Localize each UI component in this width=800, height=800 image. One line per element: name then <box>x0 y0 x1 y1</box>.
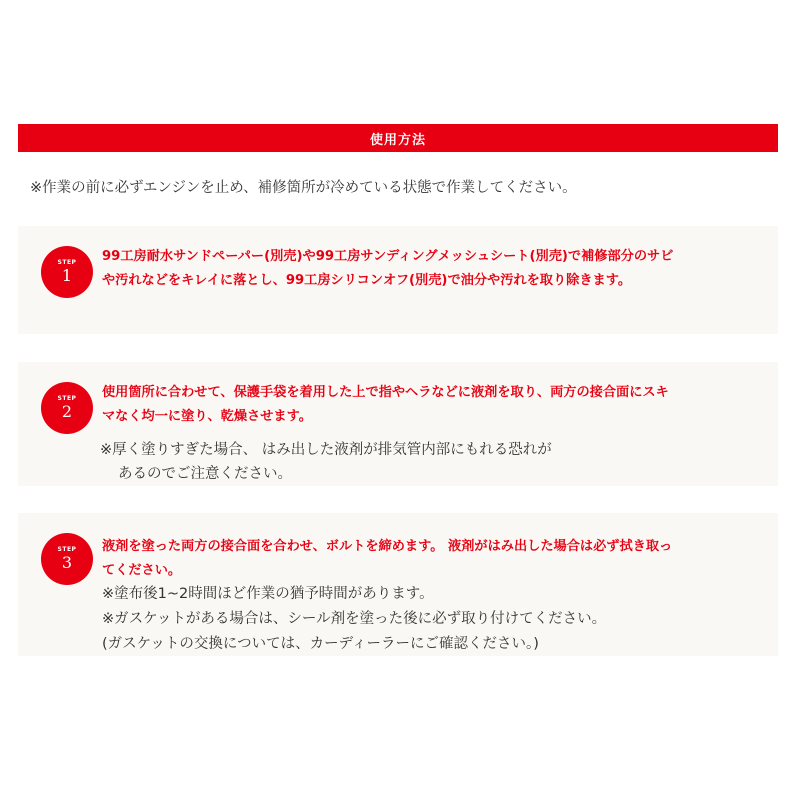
step-3-note-3: (ガスケットの交換については、カーディーラーにご確認ください。) <box>102 636 539 652</box>
step-badge-number: 3 <box>61 553 73 572</box>
step-3-box <box>18 513 778 656</box>
step-2-line-2: マなく均一に塗り、乾燥させます。 <box>102 409 312 424</box>
step-1-line-1: 99工房耐水サンドペーパー(別売)や99工房サンディングメッシュシート(別売)で補修部分のサビ <box>102 249 674 264</box>
step-2-line-1: 使用箇所に合わせて、保護手袋を着用した上で指やヘラなどに液剤を取り、両方の接合面にスキ <box>102 385 669 400</box>
step-1-box <box>18 226 778 334</box>
step-3-line-1: 液剤を塗った両方の接合面を合わせ、ボルトを締めます。 液剤がはみ出した場合は必ず拭き取っ <box>102 539 673 554</box>
step-2-box <box>18 362 778 486</box>
step-badge-number: 2 <box>61 402 73 421</box>
step-1-instruction <box>102 245 772 293</box>
step-badge-label: STEP <box>57 259 77 266</box>
step-3-note-2: ※ガスケットがある場合は、シール剤を塗った後に必ず取り付けてください。 <box>102 611 607 627</box>
step-badge-number: 1 <box>61 266 73 285</box>
section-title: 使用方法 <box>369 132 426 148</box>
step-2-badge <box>41 382 93 434</box>
step-badge-label: STEP <box>57 546 77 553</box>
step-3-badge <box>41 533 93 585</box>
step-1-badge <box>41 246 93 298</box>
step-3-instruction <box>102 535 772 583</box>
step-2-note-1: ※厚く塗りすぎた場合、 はみ出した液剤が排気管内部にもれる恐れが <box>100 442 552 458</box>
step-2-instruction <box>102 381 772 429</box>
step-3-note-1: ※塗布後1~2時間ほど作業の猶予時間があります。 <box>102 586 434 602</box>
step-3-line-2: てください。 <box>102 563 182 578</box>
step-1-line-2: や汚れなどをキレイに落とし、99工房シリコンオフ(別売)で油分や汚れを取り除きます。 <box>102 273 632 288</box>
section-title-bar <box>18 124 778 152</box>
intro-note: ※作業の前に必ずエンジンを止め、補修箇所が冷めている状態で作業してください。 <box>30 180 577 196</box>
step-2-note-2: あるのでご注意ください。 <box>118 466 292 482</box>
step-badge-label: STEP <box>57 395 77 402</box>
